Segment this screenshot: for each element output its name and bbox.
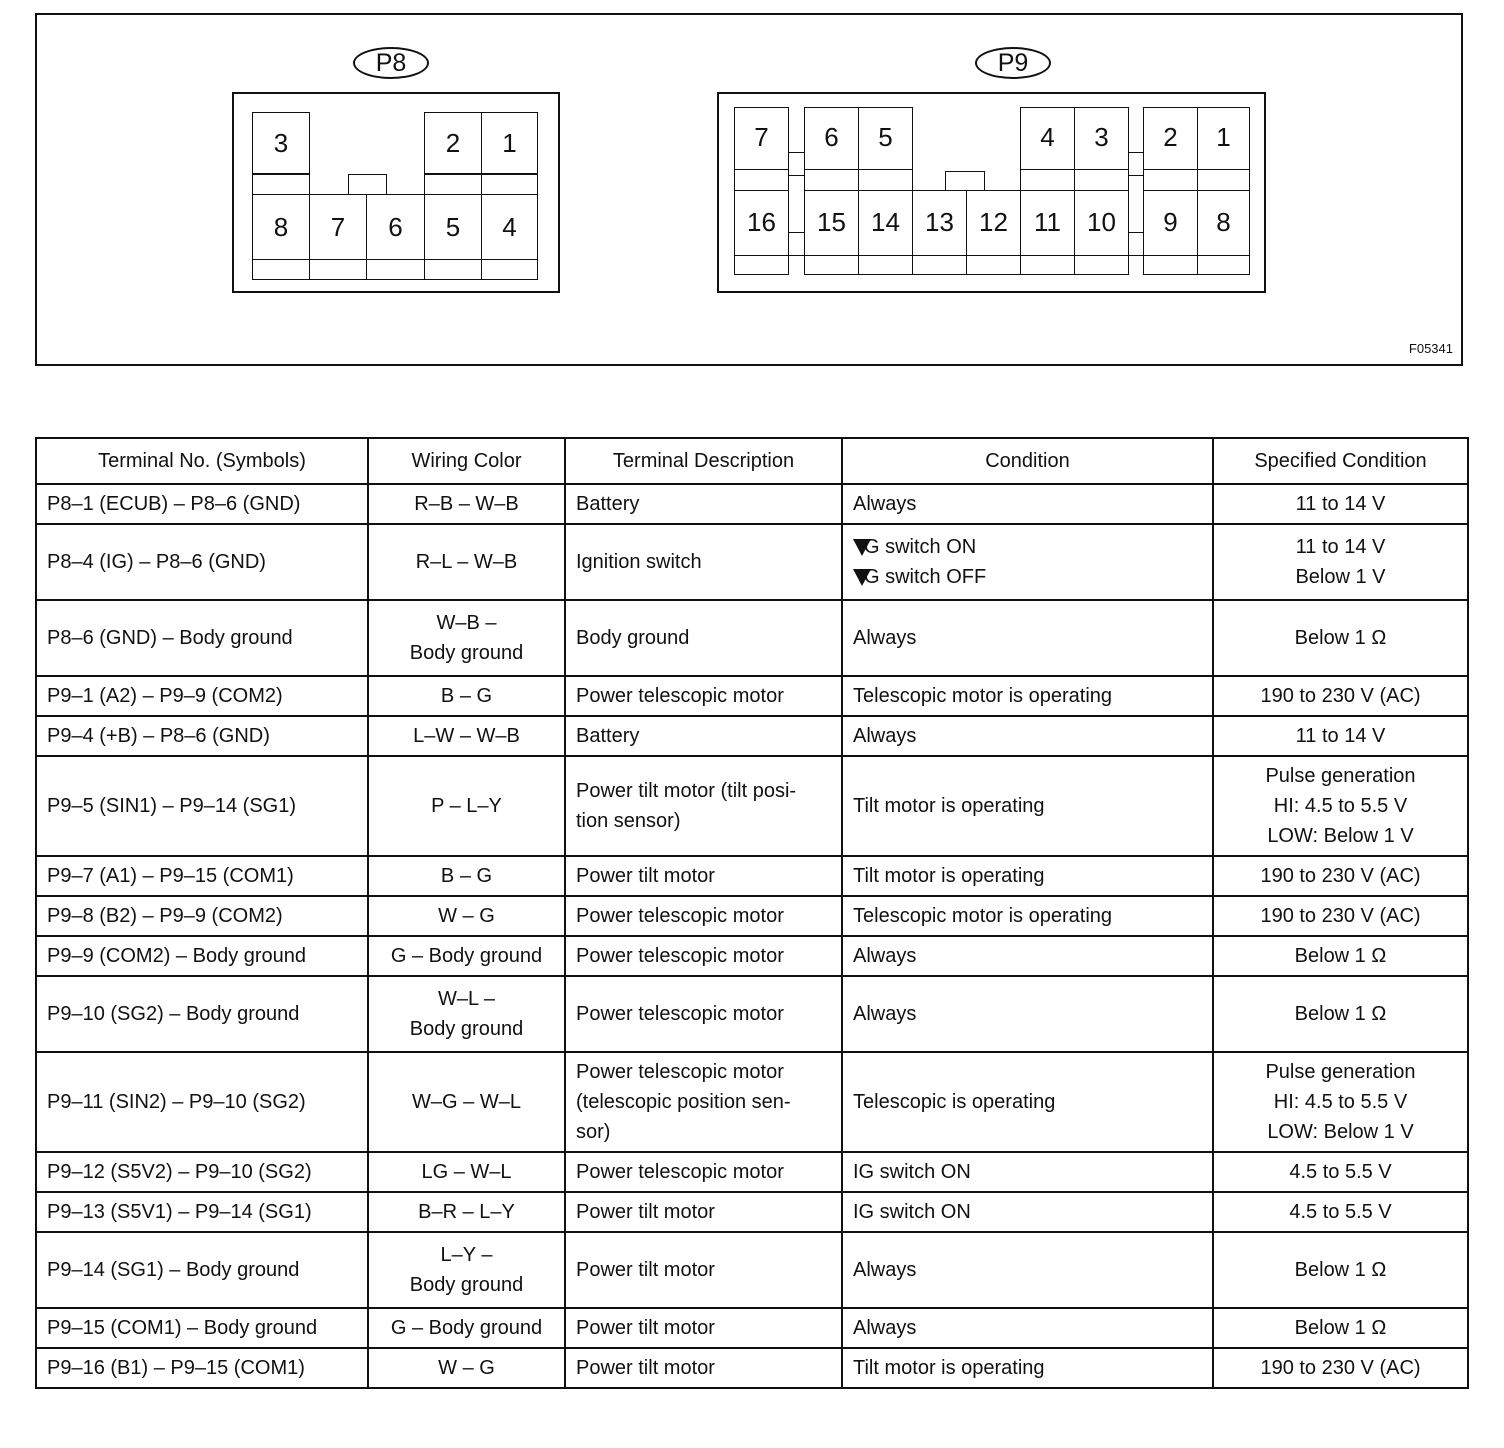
cell-terminal-description-line: Battery [576, 493, 640, 515]
p9-bridge [1128, 232, 1144, 256]
cell-wiring-color-line: W – G [438, 905, 495, 927]
cell-wiring-color [368, 1052, 565, 1152]
p8-latch [309, 259, 367, 280]
header-terminal: Terminal No. (Symbols) [36, 438, 368, 484]
cell-specified-condition [1213, 524, 1468, 600]
p9-latch [804, 169, 859, 191]
cell-condition [842, 1152, 1213, 1192]
p9-pin-10: 10 [1087, 207, 1116, 237]
cell-wiring-color-line: W – G [438, 1357, 495, 1379]
terminal-spec-table [35, 437, 1469, 1389]
cell-terminal-description [565, 896, 842, 936]
p9-latch [1143, 169, 1198, 191]
cell-wiring-color-line: R–B – W–B [414, 493, 519, 515]
cell-wiring-color [368, 524, 565, 600]
p8-latch [481, 174, 538, 195]
cell-terminal-description-line: Power telescopic motor [576, 1161, 784, 1183]
cell-terminal-description [565, 1348, 842, 1388]
condition-text: Always [853, 1259, 917, 1281]
cell-wiring-color-line: Body ground [409, 1018, 524, 1040]
condition-text: Telescopic motor is operating [853, 685, 1113, 707]
p9-pin-3: 3 [1094, 122, 1109, 152]
p8-latch [424, 259, 482, 280]
cell-specified-condition-line: 190 to 230 V (AC) [1260, 865, 1421, 887]
table-row [36, 1348, 1468, 1388]
cell-wiring-color-line: P – L–Y [431, 795, 502, 817]
p8-pin-4: 4 [502, 212, 517, 242]
p9-latch [858, 255, 913, 275]
cell-specified-condition [1213, 976, 1468, 1052]
cell-wiring-color-line: G – Body ground [390, 1317, 543, 1339]
condition-text: Telescopic motor is operating [853, 905, 1113, 927]
p8-latch [424, 174, 482, 195]
cell-specified-condition-line: Below 1 Ω [1294, 1003, 1387, 1025]
cell-specified-condition-line: HI: 4.5 to 5.5 V [1273, 1091, 1408, 1113]
cell-specified-condition-line: 190 to 230 V (AC) [1260, 905, 1421, 927]
figure-id: F05341 [1408, 341, 1453, 356]
cell-terminal: P9–15 (COM1) – Body ground [36, 1308, 368, 1348]
p9-pin-13: 13 [925, 207, 954, 237]
cell-specified-condition-line: HI: 4.5 to 5.5 V [1273, 795, 1408, 817]
cell-terminal: P9–9 (COM2) – Body ground [36, 936, 368, 976]
cell-condition [842, 600, 1213, 676]
condition-text: IG switch ON [853, 1201, 971, 1223]
cell-specified-condition [1213, 756, 1468, 856]
cell-wiring-color-line: L–Y – [440, 1244, 493, 1266]
p8-key [348, 174, 387, 195]
table-row [36, 676, 1468, 716]
cell-specified-condition-line: 190 to 230 V (AC) [1260, 1357, 1421, 1379]
table-header-row [36, 438, 1468, 484]
table-row [36, 524, 1468, 600]
p8-latch [481, 259, 538, 280]
p9-pin-2: 2 [1163, 122, 1178, 152]
cell-wiring-color [368, 716, 565, 756]
table-row [36, 1308, 1468, 1348]
p9-pin-4: 4 [1040, 122, 1055, 152]
condition-text: Always [853, 1317, 917, 1339]
cell-terminal: P9–4 (+B) – P8–6 (GND) [36, 716, 368, 756]
header-specified-condition: Specified Condition [1213, 438, 1468, 484]
cell-condition [842, 1192, 1213, 1232]
cell-terminal-description-line: Power telescopic motor [576, 905, 784, 927]
header-condition: Condition [842, 438, 1213, 484]
table-row [36, 896, 1468, 936]
connector-label-p9: P9 [975, 47, 1051, 79]
p9-pin-11: 11 [1034, 207, 1061, 237]
cell-terminal-description [565, 1308, 842, 1348]
cell-wiring-color [368, 676, 565, 716]
cell-terminal: P9–7 (A1) – P9–15 (COM1) [36, 856, 368, 896]
cell-specified-condition [1213, 1192, 1468, 1232]
cell-specified-condition-line: Below 1 Ω [1294, 945, 1387, 967]
cell-specified-condition-line: Pulse generation [1265, 765, 1416, 787]
cell-specified-condition [1213, 856, 1468, 896]
cell-terminal-description-line: (telescopic position sen- [576, 1091, 791, 1113]
p9-bridge [788, 232, 805, 256]
p9-pin-15: 15 [817, 207, 846, 237]
cell-terminal-description [565, 1152, 842, 1192]
condition-text: IG switch ON [853, 1161, 971, 1183]
condition-text: G switch ON [864, 536, 977, 558]
cell-condition-line [853, 562, 1202, 592]
cell-wiring-color-line: Body ground [409, 1274, 524, 1296]
cell-condition [842, 936, 1213, 976]
condition-text: G switch OFF [864, 566, 987, 588]
p9-latch [858, 169, 913, 191]
cell-condition-line [853, 1255, 1202, 1285]
cell-specified-condition [1213, 1052, 1468, 1152]
cell-terminal: P9–16 (B1) – P9–15 (COM1) [36, 1348, 368, 1388]
cell-condition-line [853, 1353, 1202, 1383]
cell-condition [842, 676, 1213, 716]
condition-text: Always [853, 1003, 917, 1025]
cell-condition [842, 756, 1213, 856]
cell-terminal-description [565, 600, 842, 676]
cell-specified-condition-line: Below 1 Ω [1294, 627, 1387, 649]
condition-text: Always [853, 725, 917, 747]
cell-condition-line [853, 721, 1202, 751]
cell-wiring-color-line: B–R – L–Y [418, 1201, 515, 1223]
cell-wiring-color-line: G – Body ground [390, 945, 543, 967]
table-row [36, 1152, 1468, 1192]
cell-specified-condition [1213, 484, 1468, 524]
table-row [36, 716, 1468, 756]
cell-condition-line [853, 623, 1202, 653]
table-row [36, 1192, 1468, 1232]
condition-text: Tilt motor is operating [853, 1357, 1045, 1379]
table-row [36, 936, 1468, 976]
cell-terminal-description-line: Power tilt motor [576, 1357, 715, 1379]
cell-wiring-color [368, 936, 565, 976]
cell-wiring-color [368, 1308, 565, 1348]
cell-terminal: P8–4 (IG) – P8–6 (GND) [36, 524, 368, 600]
p9-latch [1197, 169, 1250, 191]
connector-p9 [717, 92, 1266, 293]
header-wiring-color: Wiring Color [368, 438, 565, 484]
cell-terminal-description [565, 1192, 842, 1232]
cell-condition [842, 896, 1213, 936]
cell-condition-line [853, 489, 1202, 519]
cell-condition-line [853, 941, 1202, 971]
cell-terminal-description-line: sor) [576, 1121, 611, 1143]
cell-condition-line [853, 1087, 1202, 1117]
cell-terminal-description-line: Body ground [576, 627, 690, 649]
cell-wiring-color-line: R–L – W–B [415, 551, 518, 573]
cell-wiring-color-line: Body ground [409, 642, 524, 664]
cell-terminal-description-line: Power tilt motor [576, 1259, 715, 1281]
p9-latch [1074, 255, 1129, 275]
cell-specified-condition-line: 11 to 14 V [1295, 725, 1386, 747]
cell-specified-condition-line: Below 1 Ω [1294, 1259, 1387, 1281]
cell-wiring-color-line: W–B – [436, 612, 497, 634]
cell-terminal-description-line: Power tilt motor [576, 865, 715, 887]
cell-wiring-color-line: B – G [440, 865, 493, 887]
p9-pin-5: 5 [878, 122, 893, 152]
cell-terminal-description [565, 1232, 842, 1308]
table-row [36, 976, 1468, 1052]
cell-condition-line [853, 681, 1202, 711]
table-row [36, 600, 1468, 676]
p9-pin-12: 12 [979, 207, 1008, 237]
table-row [36, 1232, 1468, 1308]
p8-pin-1: 1 [502, 128, 517, 158]
cell-wiring-color-line: W–G – W–L [412, 1091, 521, 1113]
p9-bridge [788, 152, 805, 176]
cell-wiring-color-line: L–W – W–B [413, 725, 520, 747]
cell-specified-condition-line: Below 1 Ω [1294, 1317, 1387, 1339]
cell-terminal-description-line: Power telescopic motor [576, 1061, 784, 1083]
p9-latch [734, 255, 789, 275]
cell-specified-condition [1213, 896, 1468, 936]
p9-latch [1020, 255, 1075, 275]
p9-pin-14: 14 [871, 207, 900, 237]
cell-terminal: P9–8 (B2) – P9–9 (COM2) [36, 896, 368, 936]
cell-terminal: P9–10 (SG2) – Body ground [36, 976, 368, 1052]
cell-terminal-description-line: Power tilt motor [576, 1201, 715, 1223]
cell-terminal-description-line: Battery [576, 725, 640, 747]
p8-pin-8: 8 [273, 212, 289, 242]
cell-terminal-description [565, 756, 842, 856]
table-row [36, 856, 1468, 896]
cell-terminal: P9–13 (S5V1) – P9–14 (SG1) [36, 1192, 368, 1232]
cell-condition-line [853, 791, 1202, 821]
cell-wiring-color [368, 1152, 565, 1192]
p8-pin-3: 3 [273, 128, 289, 158]
cell-wiring-color [368, 1232, 565, 1308]
cell-terminal-description [565, 936, 842, 976]
cell-terminal-description [565, 676, 842, 716]
connector-diagram [35, 13, 1463, 366]
header-terminal-description: Terminal Description [565, 438, 842, 484]
cell-wiring-color-line: LG – W–L [421, 1161, 512, 1183]
p9-latch [1074, 169, 1129, 191]
cell-condition [842, 1348, 1213, 1388]
p9-latch [1143, 255, 1198, 275]
cell-terminal-description-line: Power telescopic motor [576, 945, 784, 967]
p9-bridge [1128, 152, 1144, 176]
cell-condition [842, 484, 1213, 524]
p8-latch [252, 174, 310, 195]
p8-pin-2: 2 [445, 128, 461, 158]
cell-specified-condition-line: 190 to 230 V (AC) [1260, 685, 1421, 707]
condition-text: Always [853, 945, 917, 967]
connector-p8 [232, 92, 560, 293]
p9-latch [912, 255, 967, 275]
cell-condition-line [853, 1313, 1202, 1343]
cell-terminal: P9–5 (SIN1) – P9–14 (SG1) [36, 756, 368, 856]
cell-terminal: P8–1 (ECUB) – P8–6 (GND) [36, 484, 368, 524]
cell-terminal-description [565, 856, 842, 896]
cell-terminal-description-line: Power telescopic motor [576, 1003, 784, 1025]
cell-wiring-color [368, 856, 565, 896]
cell-condition-line [853, 901, 1202, 931]
condition-text: Tilt motor is operating [853, 795, 1045, 817]
cell-specified-condition-line: Pulse generation [1265, 1061, 1416, 1083]
cell-specified-condition [1213, 600, 1468, 676]
cell-condition-line [853, 1157, 1202, 1187]
p9-latch [804, 255, 859, 275]
p9-latch [966, 255, 1021, 275]
p9-pin-1: 1 [1216, 122, 1231, 152]
cell-specified-condition-line: 4.5 to 5.5 V [1289, 1161, 1392, 1183]
cell-terminal: P9–11 (SIN2) – P9–10 (SG2) [36, 1052, 368, 1152]
p8-pin-7: 7 [330, 212, 346, 242]
cell-terminal-description-line: tion sensor) [576, 810, 681, 832]
cell-condition [842, 716, 1213, 756]
cell-terminal-description-line: Power tilt motor [576, 1317, 715, 1339]
cell-specified-condition [1213, 1152, 1468, 1192]
p9-pin-6: 6 [824, 122, 839, 152]
cell-terminal-description [565, 524, 842, 600]
cell-terminal: P8–6 (GND) – Body ground [36, 600, 368, 676]
cell-condition-line [853, 1197, 1202, 1227]
cell-specified-condition-line: LOW: Below 1 V [1267, 1121, 1414, 1143]
cell-specified-condition [1213, 676, 1468, 716]
cell-specified-condition [1213, 1308, 1468, 1348]
cell-wiring-color [368, 1348, 565, 1388]
p9-pin-16: 16 [747, 207, 776, 237]
p9-key [945, 171, 985, 191]
p9-latch [734, 169, 789, 191]
cell-wiring-color [368, 484, 565, 524]
cell-specified-condition-line: 11 to 14 V [1295, 536, 1386, 558]
cell-terminal: P9–1 (A2) – P9–9 (COM2) [36, 676, 368, 716]
cell-wiring-color [368, 600, 565, 676]
cell-terminal-description [565, 976, 842, 1052]
table-row [36, 756, 1468, 856]
condition-text: Always [853, 493, 917, 515]
cell-terminal-description-line: Power telescopic motor [576, 685, 784, 707]
cell-condition-line [853, 532, 1202, 562]
cell-specified-condition-line: 4.5 to 5.5 V [1289, 1201, 1392, 1223]
cell-specified-condition [1213, 716, 1468, 756]
cell-condition [842, 976, 1213, 1052]
p9-latch [1197, 255, 1250, 275]
cell-condition [842, 1232, 1213, 1308]
cell-specified-condition [1213, 1348, 1468, 1388]
cell-terminal: P9–14 (SG1) – Body ground [36, 1232, 368, 1308]
cell-specified-condition-line: LOW: Below 1 V [1267, 825, 1414, 847]
cell-terminal-description-line: Power tilt motor (tilt posi- [576, 780, 797, 802]
p9-pin-9: 9 [1163, 207, 1178, 237]
p9-latch [1020, 169, 1075, 191]
cell-terminal-description [565, 716, 842, 756]
cell-wiring-color-line: B – G [440, 685, 493, 707]
connector-label-p8: P8 [353, 47, 429, 79]
p8-pin-5: 5 [445, 212, 461, 242]
p8-latch [366, 259, 425, 280]
condition-text: Telescopic is operating [853, 1091, 1056, 1113]
cell-wiring-color [368, 756, 565, 856]
cell-terminal-description [565, 1052, 842, 1152]
p9-pin-7: 7 [754, 122, 769, 152]
cell-condition-line [853, 861, 1202, 891]
table-row [36, 1052, 1468, 1152]
p8-latch [252, 259, 310, 280]
cell-wiring-color [368, 896, 565, 936]
cell-specified-condition [1213, 936, 1468, 976]
cell-condition [842, 1052, 1213, 1152]
cell-wiring-color [368, 976, 565, 1052]
cell-specified-condition-line: 11 to 14 V [1295, 493, 1386, 515]
cell-terminal: P9–12 (S5V2) – P9–10 (SG2) [36, 1152, 368, 1192]
cell-condition [842, 1308, 1213, 1348]
cell-specified-condition-line: Below 1 V [1295, 566, 1386, 588]
p9-pin-8: 8 [1216, 207, 1231, 237]
cell-wiring-color-line: W–L – [437, 988, 496, 1010]
condition-text: Tilt motor is operating [853, 865, 1045, 887]
cell-specified-condition [1213, 1232, 1468, 1308]
cell-wiring-color [368, 1192, 565, 1232]
table-row [36, 484, 1468, 524]
p8-pin-6: 6 [388, 212, 403, 242]
cell-terminal-description [565, 484, 842, 524]
cell-condition-line [853, 999, 1202, 1029]
cell-condition [842, 856, 1213, 896]
condition-text: Always [853, 627, 917, 649]
cell-condition [842, 524, 1213, 600]
cell-terminal-description-line: Ignition switch [576, 551, 702, 573]
